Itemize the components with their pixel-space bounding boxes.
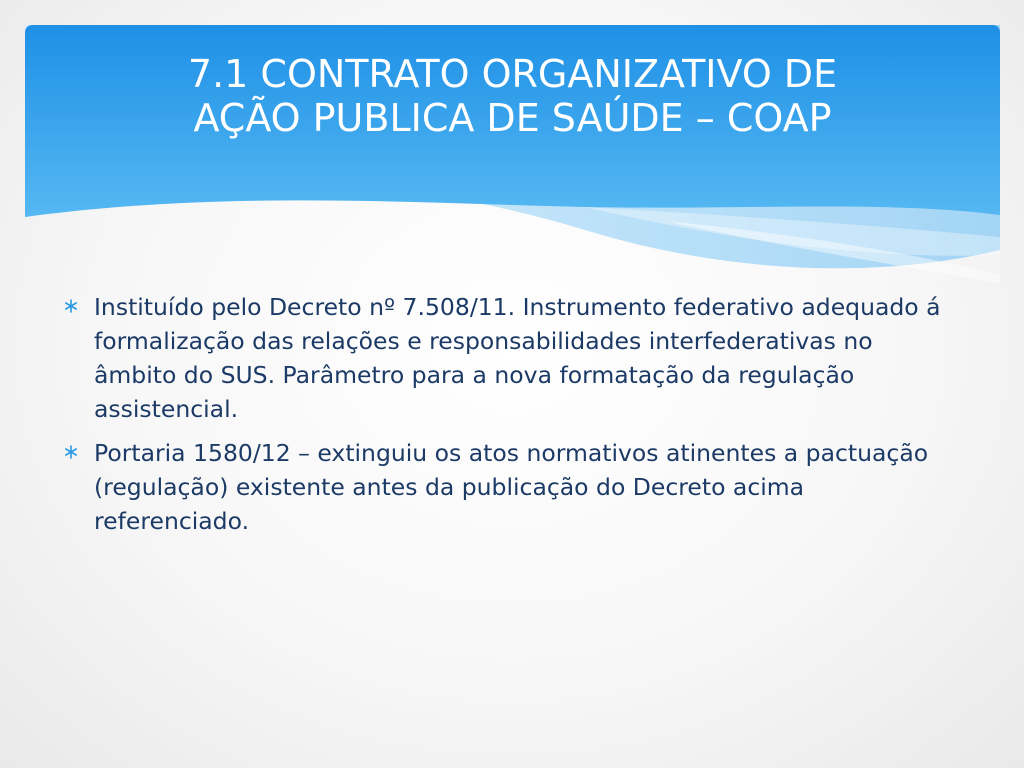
bullet-text: Portaria 1580/12 – extinguiu os atos normativos atinentes a pactuação (regulação) existente antes da publicação do Decreto acima referenciado. [94, 439, 929, 535]
slide-title [25, 52, 1000, 140]
slide-title-line-1: 7.1 CONTRATO ORGANIZATIVO DE [187, 52, 838, 96]
bullet-text: Instituído pelo Decreto nº 7.508/11. Instrumento federativo adequado á formalização das relações e responsabilidades interfederativas no âmbito do SUS. Parâmetro para a nova formatação da regulação assistencial. [94, 293, 941, 423]
slide-title-line-2: AÇÃO PUBLICA DE SAÚDE – COAP [193, 96, 832, 140]
title-banner [25, 25, 1000, 285]
asterisk-bullet-icon [64, 445, 78, 459]
bullet-item [64, 436, 954, 538]
bullet-list [64, 290, 954, 548]
bullet-item [64, 290, 954, 426]
asterisk-bullet-icon [64, 299, 78, 313]
